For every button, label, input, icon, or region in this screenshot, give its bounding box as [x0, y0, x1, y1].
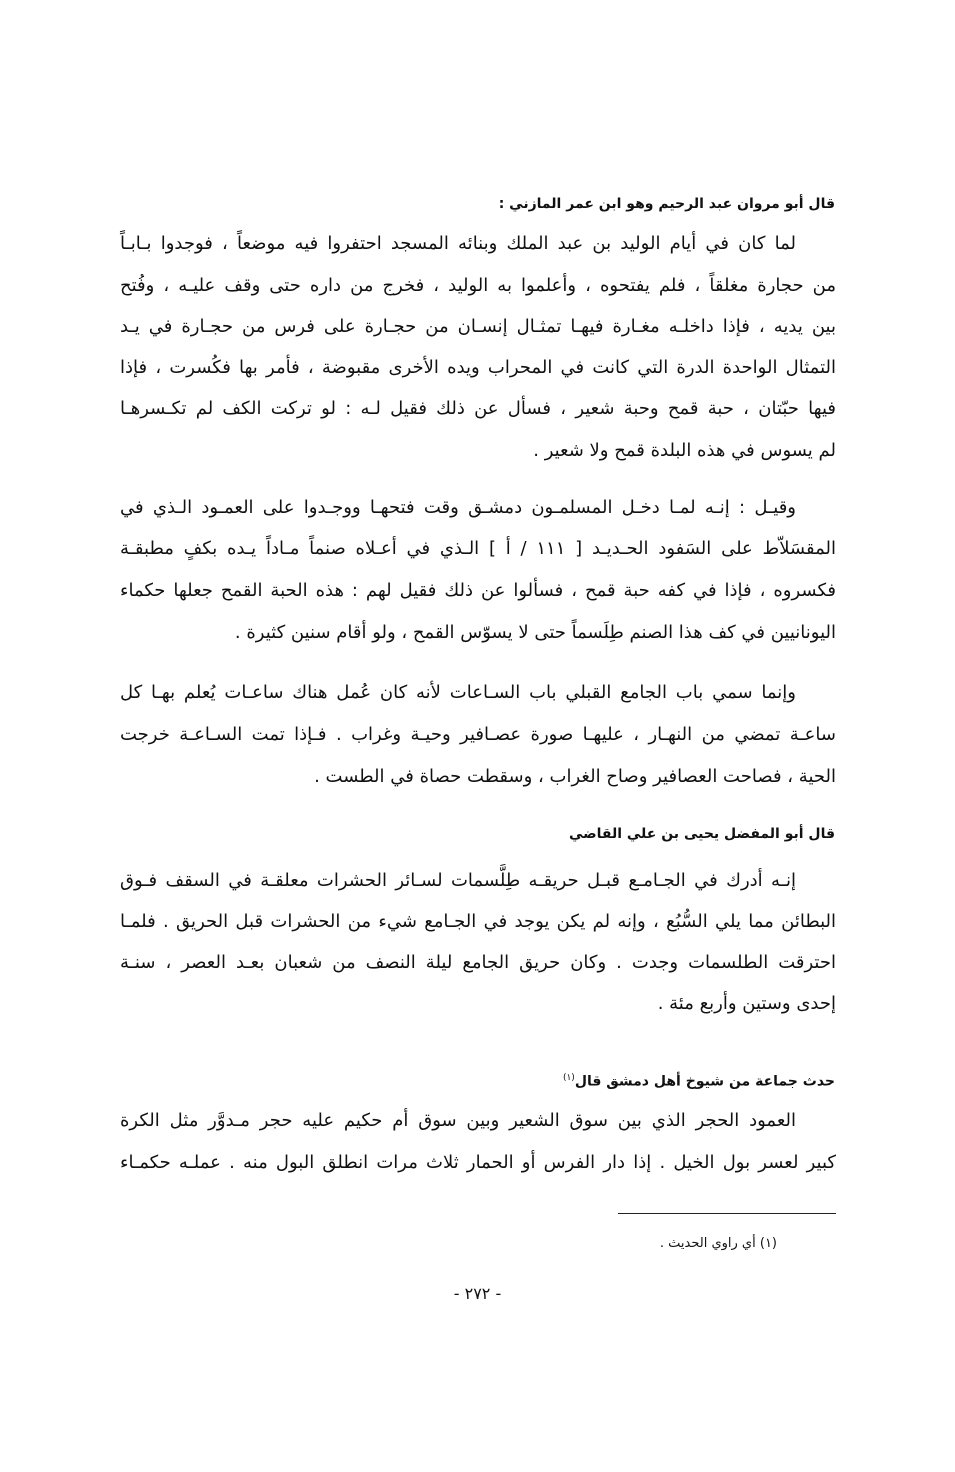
text-line: من حجارة مغلقاً ، فلم يفتحوه ، وأعلموا به الوليد ، فخرج من داره حتى وقف عليـه ، وفُتح [120, 275, 836, 296]
text-line: إنـه أدرك في الجـامـع قبـل حريقـه طِلَّسمات لسـائر الحشرات معلقـة في السقف فـوق [120, 870, 796, 891]
text-line: فكسروه ، فإذا في كفه حبة قمح ، فسألوا عن ذلك فقيل لهم : هذه الحبة القمح جعلها حكماء [120, 580, 836, 601]
text-line: بين يديه ، فإذا داخلـه مغـارة فيهـا تمثـال إنسـان من حجـارة على فرس من حجـارة في يـد [120, 316, 836, 337]
footnote-separator [618, 1213, 836, 1214]
section-heading-text: حدث جماعة من شيوخ أهل دمشق قال [574, 1073, 835, 1090]
section-heading-text: قال أبو المفضل يحيى بن علي القاضي [568, 826, 835, 842]
text-line: وقيـل : إنـه لمـا دخـل المسلمـون دمشـق وقت فتحهـا ووجـدوا على العمـود الـذي في [120, 497, 796, 518]
page-number: - ٢٧٢ - [453, 1284, 502, 1303]
footnote: (١) أي راوي الحديث . [659, 1236, 777, 1251]
text-line: التمثال الواحدة الدرة التي كانت في المحراب ويده الأخرى مقبوضة ، فأمر بها فكُسرت ، فإذا [120, 357, 836, 378]
text-line: المقسَلاّط على السَفود الحـديـد [ ١١١ / أ ] الـذي في أعـلاه صنماً مـاداً يـده بكفٍ مطبقـة [120, 538, 836, 559]
text-line: ساعـة تمضي من النهـار ، عليهـا صورة عصـافير وحيـة وغراب . فـإذا تمت السـاعـة خرجت [120, 724, 836, 745]
text-line: لم يسوس في هذه البلدة قمح ولا شعير . [533, 440, 836, 461]
text-line: الحية ، فصاحت العصافير وصاح الغراب ، وسقطت حصاة في الطست . [314, 766, 836, 787]
section-heading-text: قال أبو مروان عبد الرحيم وهو ابن عمر المازني : [498, 196, 835, 212]
section-heading [499, 192, 835, 216]
text-line: اليونانيين في كف هذا الصنم طِلَسماً حتى لا يسوّس القمح ، ولو أقام سنين كثيرة . [234, 622, 836, 643]
text-line: إحدى وستين وأربع مئة . [657, 993, 836, 1014]
text-line: كبير لعسر بول الخيل . إذا دار الفرس أو الحمار ثلاث مرات انطلق البول منه . عملـه حكمـاء [120, 1152, 836, 1173]
text-line: فيها حبّتان ، حبة قمح وحبة شعير ، فسأل عن ذلك فقيل لـه : لو تركت الكف لم تكـسرهـا [120, 398, 836, 419]
section-heading [569, 822, 835, 846]
footnote-ref: (١) [562, 1073, 575, 1083]
text-line: احترقت الطلسمات وجدت . وكان حريق الجامع ليلة النصف من شعبان بعـد العصر ، سنـة [120, 952, 836, 973]
text-line: وإنما سمي باب الجامع القبلي باب السـاعات لأنه كان عُمل هناك ساعـات يُعلم بهـا كل [120, 682, 796, 703]
text-line: العمود الحجر الذي بين سوق الشعير وبين سوق أم حكيم عليه حجر مـدوَّر مثل الكرة [120, 1110, 796, 1131]
text-line: لما كان في أيام الوليد بن عبد الملك وبنائه المسجد احتفروا فيه موضعاً ، فوجدوا بـابـاً [120, 233, 796, 254]
text-line: البطائن مما يلي السُّبُع ، وإنه لم يكن يوجد في الجـامع شيء من الحشرات قبل الحريق . فلمـا [120, 911, 836, 932]
section-heading [563, 1066, 835, 1094]
